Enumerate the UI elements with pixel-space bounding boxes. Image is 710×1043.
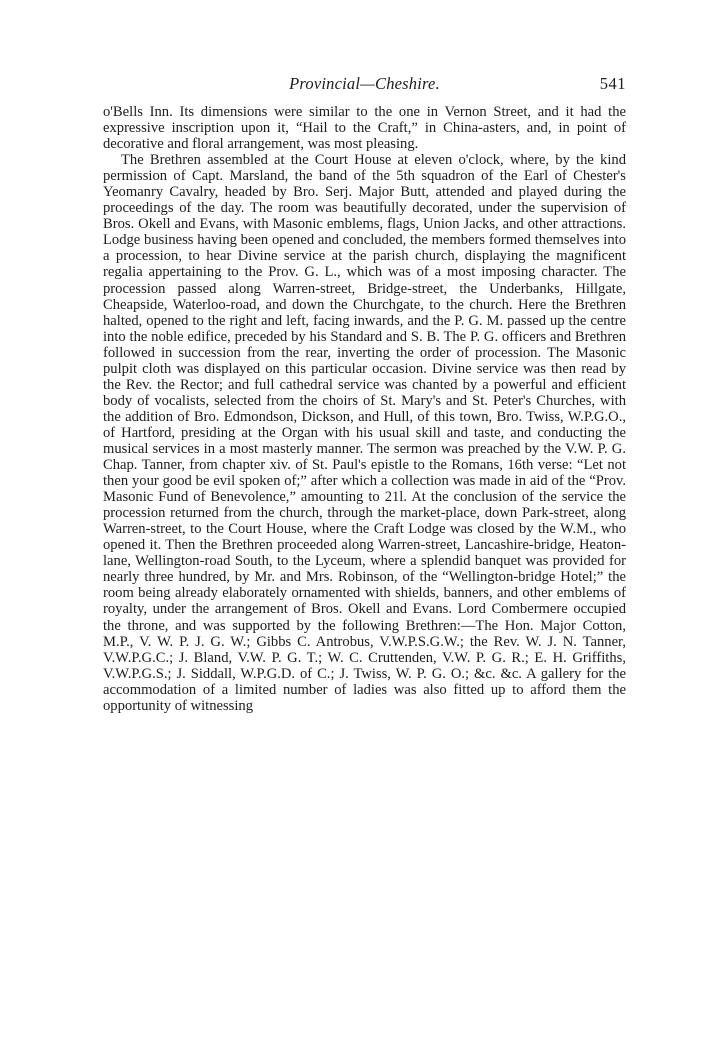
page — [103, 74, 626, 714]
body-text — [103, 104, 626, 714]
running-title: Provincial—Cheshire. — [289, 74, 440, 93]
running-head — [103, 74, 626, 100]
paragraph-continuation: o'Bells Inn. Its dimensions were similar to the one in Vernon Street, and it had the expressive inscription upon it, “Hail to the Craft,” in China-asters, and, in point of decorative and floral arrangement, was most pleasing. — [103, 104, 626, 153]
paragraph-brethren-assembled: The Brethren assembled at the Court House at eleven o'clock, where, by the kind permission of Capt. Marsland, the band of the 5th squadron of the Earl of Chester's Yeomanry Cavalry, headed by Bro. Serj. Major Butt, attended and played during the proceedings of the day. The room was beautifully decorated, under the supervision of Bros. Okell and Evans, with Masonic emblems, flags, Union Jacks, and other attractions. Lodge business having been opened and concluded, the members formed themselves into a procession, to hear Divine service at the parish church, displaying the magnificent regalia appertaining to the Prov. G. L., which was of a most imposing character. The procession passed along Warren-street, Bridge-street, the Underbanks, Hillgate, Cheapside, Waterloo-road, and down the Churchgate, to the church. Here the Brethren halted, opened to the right and left, facing inwards, and the P. G. M. passed up the centre into the noble edifice, preceded by his Standard and S. B. The P. G. officers and Brethren followed in succession from the rear, inverting the order of procession. The Masonic pulpit cloth was displayed on this particular occasion. Divine service was then read by the Rev. the Rector; and full cathedral service was chanted by a powerful and efficient body of vocalists, selected from the choirs of St. Mary's and St. Peter's Churches, with the addition of Bro. Edmondson, Dickson, and Hull, of this town, Bro. Twiss, W.P.G.O., of Hartford, presiding at the Organ with his usual skill and taste, and conducting the musical services in a most masterly manner. The sermon was preached by the V.W. P. G. Chap. Tanner, from chapter xiv. of St. Paul's epistle to the Romans, 16th verse: “Let not then your good be evil spoken of;” after which a collection was made in aid of the “Prov. Masonic Fund of Benevolence,” amounting to 21l. At the conclusion of the service the procession returned from the church, through the market-place, down Park-street, along Warren-street, to the Court House, where the Craft Lodge was closed by the W.M., who opened it. Then the Brethren proceeded along Warren-street, Lancashire-bridge, Heaton-lane, Wellington-road South, to the Lyceum, where a splendid banquet was provided for nearly three hundred, by Mr. and Mrs. Robinson, of the “Wellington-bridge Hotel;” the room being already elaborately ornamented with shields, banners, and other emblems of royalty, under the arrangement of Bros. Okell and Evans. Lord Combermere occupied the throne, and was supported by the following Brethren:—The Hon. Major Cotton, M.P., V. W. P. J. G. W.; Gibbs C. Antrobus, V.W.P.S.G.W.; the Rev. W. J. N. Tanner, V.W.P.G.C.; J. Bland, V.W. P. G. T.; W. C. Cruttenden, V.W. P. G. R.; E. H. Griffiths, V.W.P.G.S.; J. Siddall, W.P.G.D. of C.; J. Twiss, W. P. G. O.; &c. &c. A gallery for the accommodation of a limited number of ladies was also fitted up to afford them the opportunity of witnessing — [103, 152, 626, 714]
page-number: 541 — [599, 74, 626, 93]
